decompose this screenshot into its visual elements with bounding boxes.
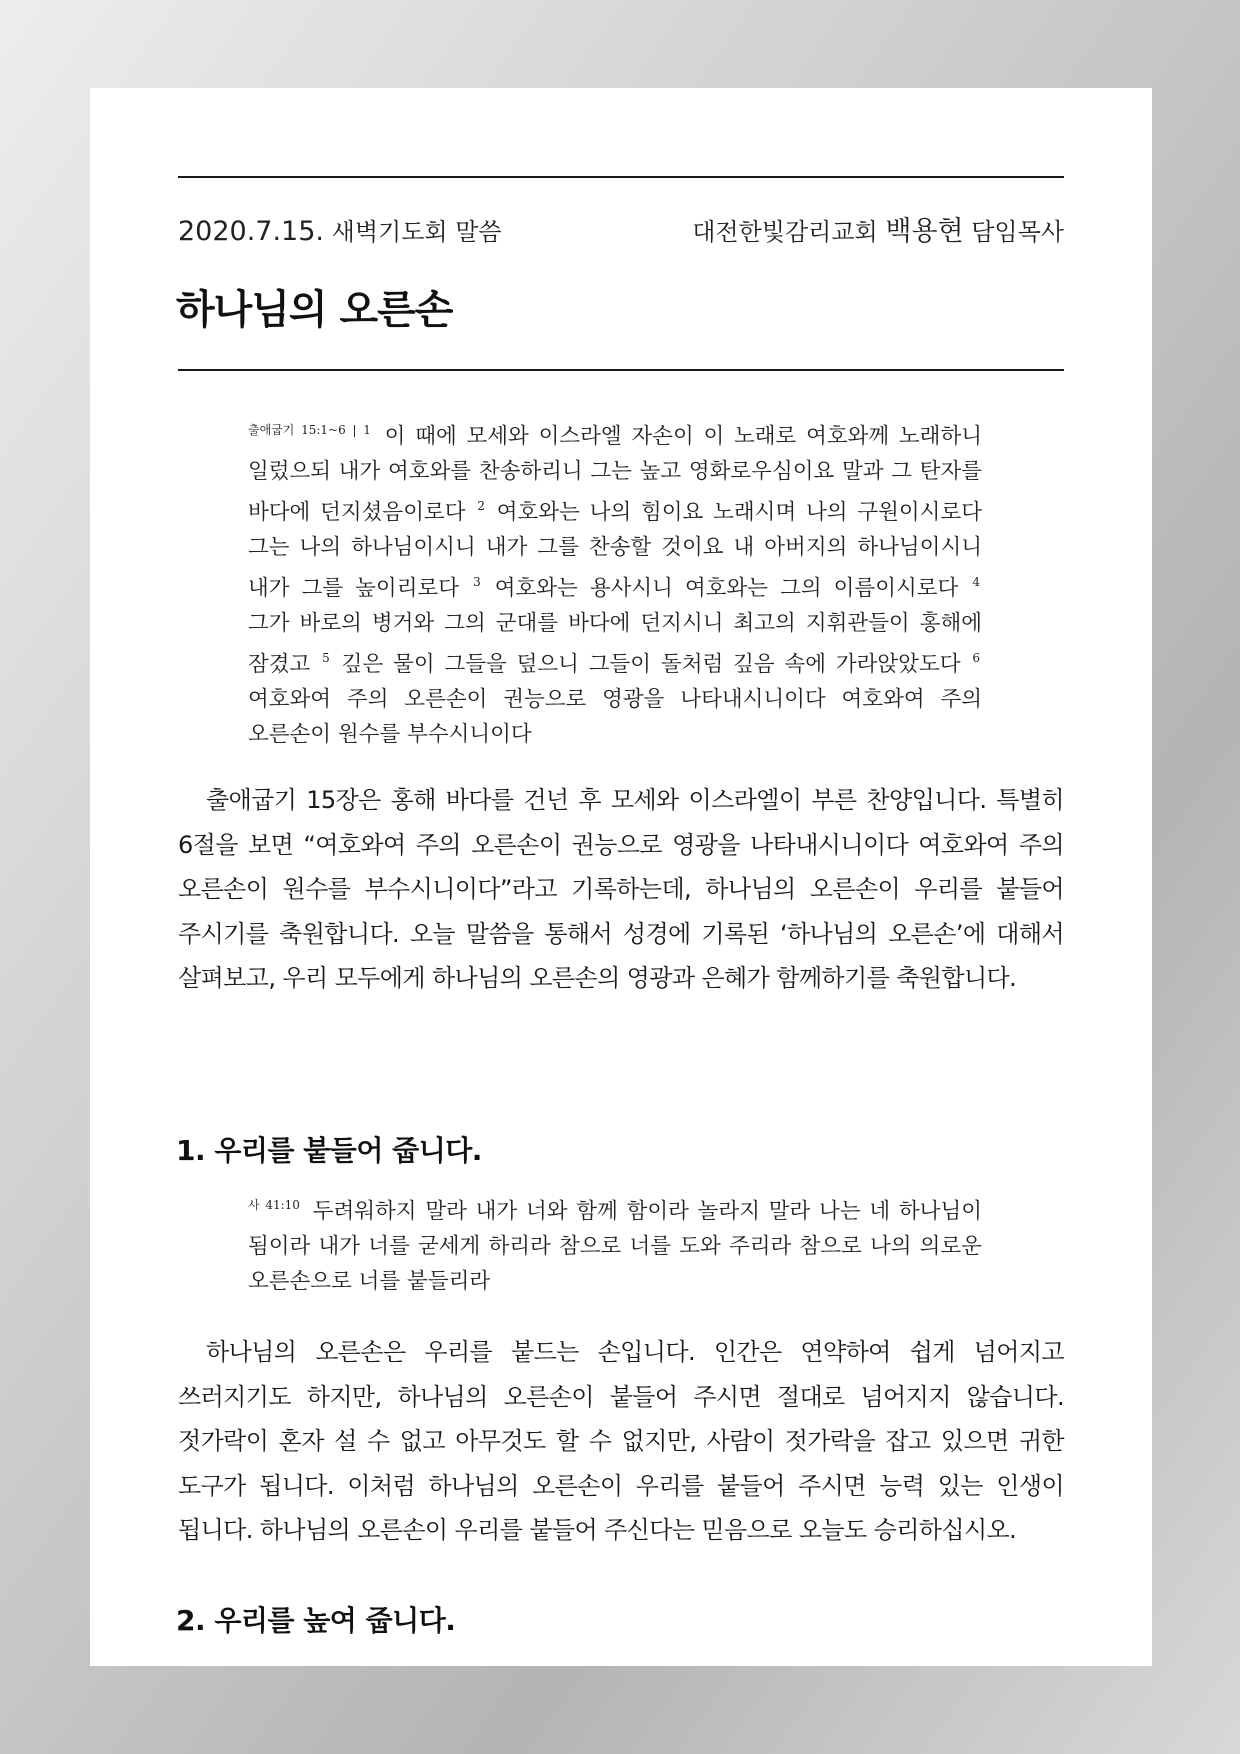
paragraph-text: 하나님의 오른손은 우리를 붙드는 손입니다. 인간은 연약하여 쉽게 넘어지고 쓰러지기도 하지만, 하나님의 오른손이 붙들어 주시면 절대로 넘어지지 않습니다. 젓가락이 혼자 설 수 없고 아무것도 할 수 없지만, 사람이 젓가락을 잡고 있으면 귀한 도구가 됩니다. 이처럼 하나님의 오른손이 우리를 붙들어 주시면 능력 있는 인생이 됩니다. 하나님의 오른손이 우리를 붙들어 주신다는 믿음으로 오늘도 승리하십시오. bbox=[178, 1338, 1064, 1544]
verse-text: 두려워하지 말라 내가 너와 함께 함이라 놀라지 말라 나는 네 하나님이 됨이라 내가 너를 굳세게 하리라 참으로 너를 도와 주리라 참으로 나의 의로운 오른손으로 너를 붙들리라 bbox=[248, 1199, 982, 1294]
service-date: 2020.7.15. bbox=[178, 216, 324, 247]
service-date-line bbox=[178, 216, 502, 248]
verse-text: 여호와는 용사시니 여호와는 그의 이름이시로다 bbox=[494, 576, 959, 601]
church-info bbox=[692, 216, 1064, 248]
sermon-title: 하나님의 오른손 bbox=[176, 287, 453, 333]
paragraph-text: 출애굽기 15장은 홍해 바다를 건넌 후 모세와 이스라엘이 부른 찬양입니다. 특별히 6절을 보면 “여호와여 주의 오른손이 권능으로 영광을 나타내시니이다 여호와여 주의 오른손이 원수를 부수시니이다”라고 기록하는데, 하나님의 오른손이 우리를 붙들어 주시기를 축원합니다. 오늘 말씀을 통해서 성경에 기록된 ‘하나님의 오른손’에 대해서 살펴보고, 우리 모두에게 하나님의 오른손의 영광과 은혜가 함께하기를 축원합니다. bbox=[178, 786, 1064, 992]
document-page bbox=[90, 88, 1152, 1666]
scripture-quote-isaiah bbox=[248, 1188, 982, 1299]
verse-text: 여호와여 주의 오른손이 권능으로 영광을 나타내시니이다 여호와여 주의 오른손이 원수를 부수시니이다 bbox=[248, 687, 982, 747]
pastor-role: 담임목사 bbox=[971, 218, 1064, 246]
verse-text: 여호와는 나의 힘이요 노래시며 나의 구원이시로다 그는 나의 하나님이시니 내가 그를 찬송할 것이요 내 아버지의 하나님이시니 내가 그를 높이리로다 bbox=[248, 500, 982, 601]
section-heading-1: 1. 우리를 붙들어 줍니다. bbox=[176, 1134, 482, 1167]
scripture-quote-exodus bbox=[248, 413, 982, 752]
pastor-name: 백용현 bbox=[885, 216, 964, 247]
verse-number: 3 bbox=[473, 575, 481, 589]
scripture-reference: 출애굽기 15:1~6 | 1 bbox=[248, 423, 371, 437]
body-paragraph-section-1 bbox=[178, 1330, 1064, 1553]
verse-text: 그가 바로의 병거와 그의 군대를 바다에 던지시니 최고의 지휘관들이 홍해에 잠겼고 bbox=[248, 611, 982, 677]
service-name: 새벽기도회 말씀 bbox=[331, 218, 502, 246]
verse-number: 4 bbox=[972, 575, 980, 589]
scripture-reference: 사 41:10 bbox=[248, 1198, 300, 1212]
section-heading-2: 2. 우리를 높여 줍니다. bbox=[176, 1604, 456, 1637]
top-divider bbox=[178, 176, 1064, 178]
verse-number: 6 bbox=[972, 651, 980, 665]
church-name: 대전한빛감리교회 bbox=[692, 218, 878, 246]
body-paragraph-intro bbox=[178, 778, 1064, 1001]
verse-number: 2 bbox=[477, 499, 485, 513]
bottom-divider bbox=[178, 369, 1064, 371]
verse-number: 5 bbox=[322, 651, 330, 665]
verse-text: 깊은 물이 그들을 덮으니 그들이 돌처럼 깊음 속에 가라앉았도다 bbox=[341, 652, 961, 677]
verse-text: 이 때에 모세와 이스라엘 자손이 이 노래로 여호와께 노래하니 일렀으되 내가 여호와를 찬송하리니 그는 높고 영화로우심이요 말과 그 탄자를 바다에 던지셨음이로다 bbox=[248, 424, 982, 525]
